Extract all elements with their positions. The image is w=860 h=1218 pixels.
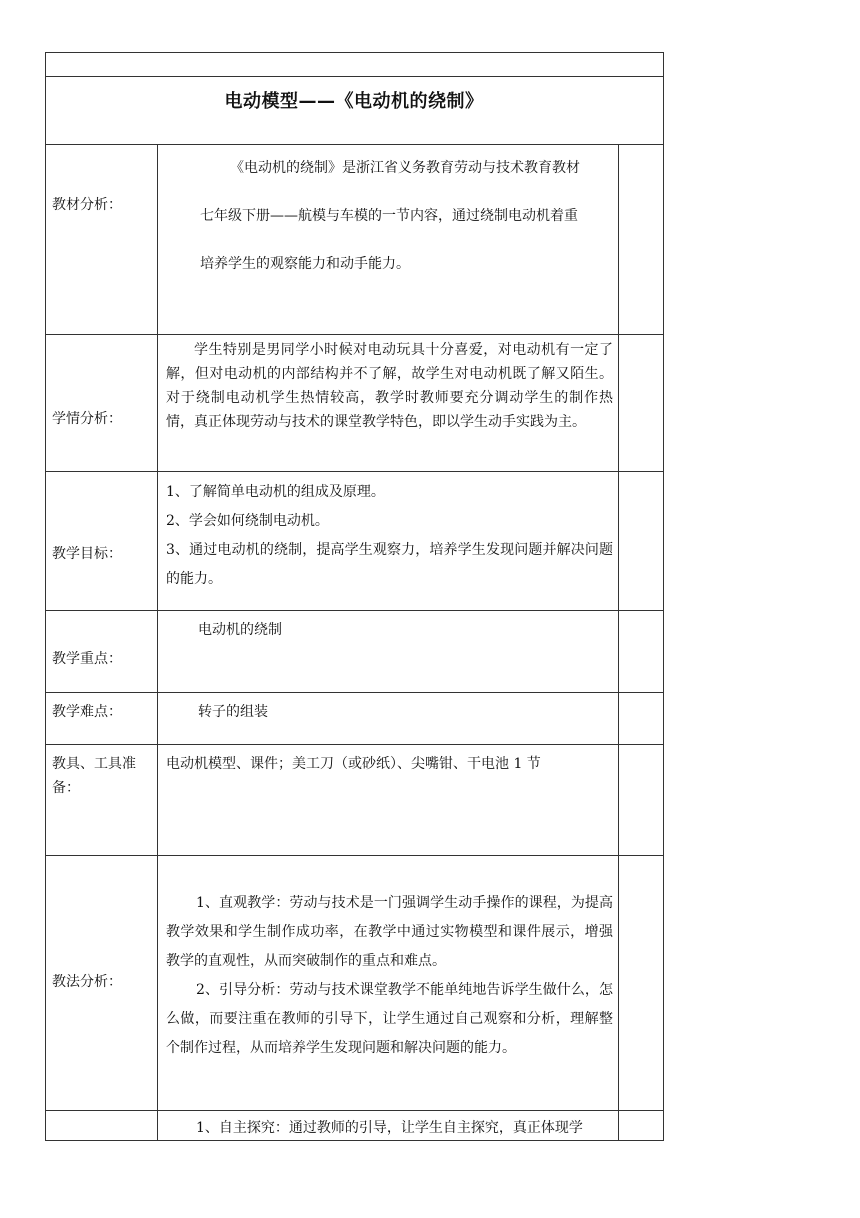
goal-item: 3、通过电动机的绕制，提高学生观察力，培养学生发现问题并解决问题的能力。 <box>166 542 613 587</box>
material-line: 培养学生的观察能力和动手能力。 <box>200 256 410 272</box>
table-rule <box>45 52 46 1141</box>
table-rule <box>663 52 664 1141</box>
table-rule <box>45 610 664 611</box>
students-content: 学生特别是男同学小时候对电动玩具十分喜爱，对电动机有一定了解，但对电动机的内部结构并不了解，故学生对电动机既了解又陌生。对于绕制电动机学生热情较高，教学时教师要充分调动学生的制作热情，真正体现劳动与技术的课堂教学特色，即以学生动手实践为主。 <box>166 342 613 430</box>
table-rule <box>45 855 664 856</box>
methods-content <box>166 889 613 1063</box>
table-rule <box>45 1140 664 1141</box>
students-label: 学情分析： <box>52 411 122 427</box>
goal-item: 2、学会如何绕制电动机。 <box>166 513 329 529</box>
material-line: 七年级下册——航模与车模的一节内容，通过绕制电动机着重 <box>200 208 578 224</box>
table-rule <box>157 144 158 1141</box>
keypoint-content: 电动机的绕制 <box>198 622 282 638</box>
difficulty-content: 转子的组装 <box>198 704 268 720</box>
material-content <box>200 156 615 276</box>
table-rule <box>45 76 664 77</box>
table-rule <box>45 334 664 335</box>
difficulty-label: 教学难点： <box>52 704 122 720</box>
material-label: 教材分析： <box>52 197 122 213</box>
tools-label: 教具、工具准备： <box>52 756 136 796</box>
keypoint-label: 教学重点： <box>52 651 122 667</box>
learning-content: 1、自主探究：通过教师的引导，让学生自主探究，真正体现学 <box>196 1120 583 1136</box>
table-rule <box>45 52 664 53</box>
methods-label: 教法分析： <box>52 974 122 990</box>
goals-label: 教学目标： <box>52 546 122 562</box>
page-title: 电动模型——《电动机的绕制》 <box>224 91 484 112</box>
method-paragraph: 2、引导分析：劳动与技术课堂教学不能单纯地告诉学生做什么，怎么做，而要注重在教师的引导下，让学生通过自己观察和分析，理解整个制作过程，从而培养学生发现问题和解决问题的能力。 <box>166 982 613 1056</box>
goal-item: 1、了解简单电动机的组成及原理。 <box>166 484 385 500</box>
table-rule <box>45 471 664 472</box>
table-rule <box>45 144 664 145</box>
goals-content <box>166 478 613 594</box>
table-rule <box>45 1110 664 1111</box>
method-paragraph: 1、直观教学：劳动与技术是一门强调学生动手操作的课程，为提高教学效果和学生制作成功率，在教学中通过实物模型和课件展示，增强教学的直观性，从而突破制作的重点和难点。 <box>166 895 613 969</box>
material-line: 《电动机的绕制》是浙江省义务教育劳动与技术教育教材 <box>230 160 580 176</box>
table-rule <box>618 144 619 1141</box>
table-rule <box>45 692 664 693</box>
tools-content: 电动机模型、课件；美工刀（或砂纸）、尖嘴钳、干电池 1 节 <box>166 756 541 772</box>
table-rule <box>45 744 664 745</box>
